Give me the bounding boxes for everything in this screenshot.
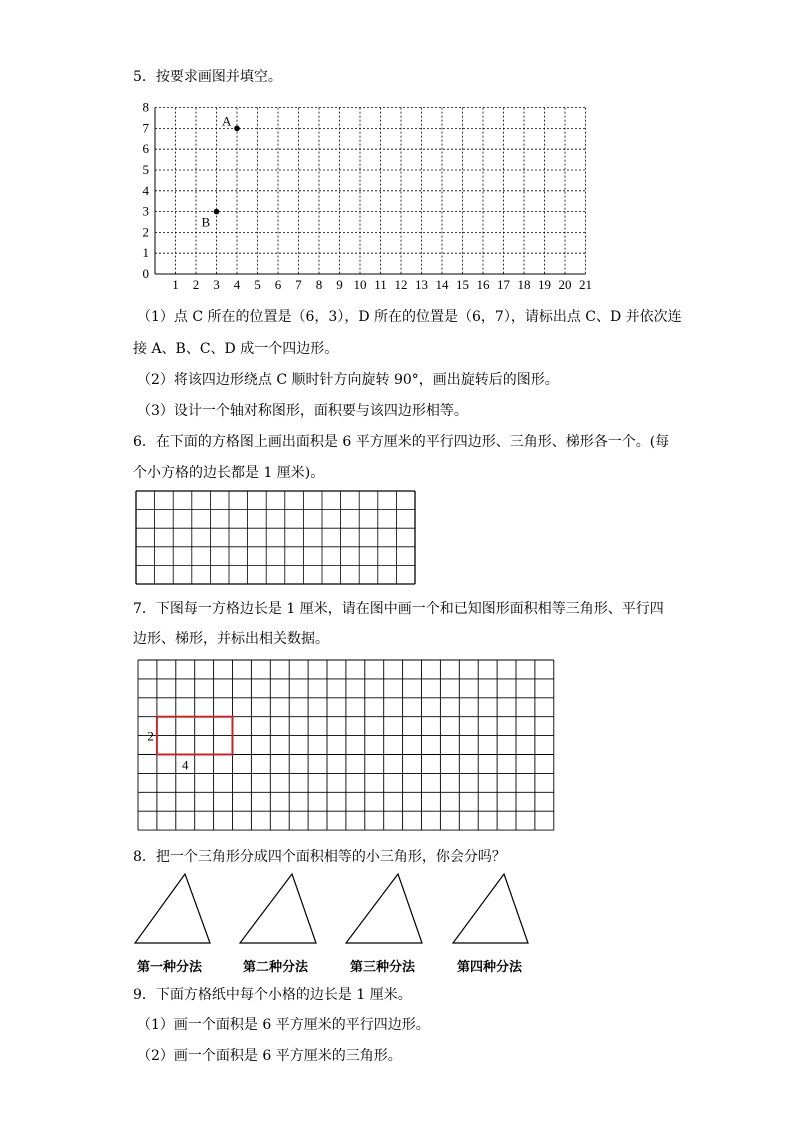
x-tick-label: 10: [353, 277, 367, 292]
y-tick-label: 2: [142, 224, 149, 240]
y-tick-label: 3: [142, 203, 149, 219]
point-label-a: A: [222, 113, 232, 129]
x-tick-label: 18: [517, 277, 531, 292]
point-b: [214, 209, 220, 215]
x-tick-label: 7: [295, 277, 302, 292]
x-tick-label: 9: [336, 277, 343, 292]
triangle-4: [453, 874, 528, 943]
rect-width-label: 4: [182, 757, 189, 773]
x-tick-label: 12: [394, 277, 408, 292]
method-3-label: 第三种分法: [350, 960, 416, 975]
q6-line2: 个小方格的边长都是 1 厘米)。: [133, 465, 325, 481]
q7-square-grid: [137, 659, 557, 834]
rect-height-label: 2: [147, 728, 154, 744]
x-tick-label: 17: [497, 277, 510, 292]
x-tick-label: 5: [254, 277, 261, 292]
method-1-label: 第一种分法: [137, 960, 203, 975]
q8-title: 8．把一个三角形分成四个面积相等的小三角形，你会分吗？: [133, 849, 506, 865]
y-tick-label: 6: [142, 141, 149, 157]
x-tick-label: 13: [415, 277, 428, 292]
q5-coordinate-grid: [130, 98, 610, 293]
q5-part1-line1: （1）点 C 所在的位置是（6，3），D 所在的位置是（6，7），请标出点 C、D 并依次连: [137, 309, 682, 325]
method-2-label: 第二种分法: [243, 960, 309, 975]
q5-title: 5．按要求画图并填空。: [133, 69, 282, 85]
x-tick-label: 15: [456, 277, 469, 292]
x-tick-label: 21: [579, 277, 592, 292]
x-tick-label: 1: [172, 277, 179, 292]
q9-part1: （1）画一个面积是 6 平方厘米的平行四边形。: [137, 1017, 430, 1033]
y-tick-label: 5: [142, 162, 149, 177]
q9-title: 9．下面方格纸中每个小格的边长是 1 厘米。: [133, 987, 412, 1003]
triangle-2: [240, 874, 316, 943]
x-tick-label: 4: [233, 277, 241, 292]
y-tick-label: 8: [142, 99, 149, 115]
triangle-3: [346, 874, 422, 943]
y-tick-label: 4: [142, 182, 149, 198]
x-tick-label: 3: [213, 277, 220, 292]
y-tick-label: 1: [142, 245, 149, 261]
x-tick-label: 16: [476, 277, 490, 292]
q5-part3: （3）设计一个轴对称图形，面积要与该四边形相等。: [137, 403, 468, 419]
triangle-1: [135, 874, 210, 943]
x-tick-label: 11: [374, 277, 387, 292]
x-tick-label: 6: [274, 277, 282, 292]
x-tick-label: 2: [192, 277, 200, 292]
y-tick-label: 7: [142, 120, 149, 136]
q7-line2: 边形、梯形，并标出相关数据。: [133, 631, 329, 647]
point-label-b: B: [201, 214, 211, 230]
x-tick-label: 20: [558, 277, 572, 292]
point-a: [234, 126, 240, 132]
q5-part1-line2: 接 A、B、C、D 成一个四边形。: [133, 341, 339, 357]
y-tick-label: 0: [142, 266, 149, 281]
q8-triangles: [130, 870, 550, 950]
x-tick-label: 8: [315, 277, 323, 292]
q6-line1: 6．在下面的方格图上画出面积是 6 平方厘米的平行四边形、三角形、梯形各一个。(每: [133, 434, 670, 450]
q7-line1: 7．下图每一方格边长是 1 厘米，请在图中画一个和已知图形面积相等三角形、平行四: [133, 601, 664, 617]
q9-part2: （2）画一个面积是 6 平方厘米的三角形。: [137, 1048, 402, 1064]
q5-part2: （2）将该四边形绕点 C 顺时针方向旋转 90°，画出旋转后的图形。: [137, 372, 559, 388]
method-4-label: 第四种分法: [457, 960, 523, 975]
x-tick-label: 19: [538, 277, 551, 292]
q6-square-grid: [135, 490, 417, 586]
x-tick-label: 14: [435, 277, 449, 292]
